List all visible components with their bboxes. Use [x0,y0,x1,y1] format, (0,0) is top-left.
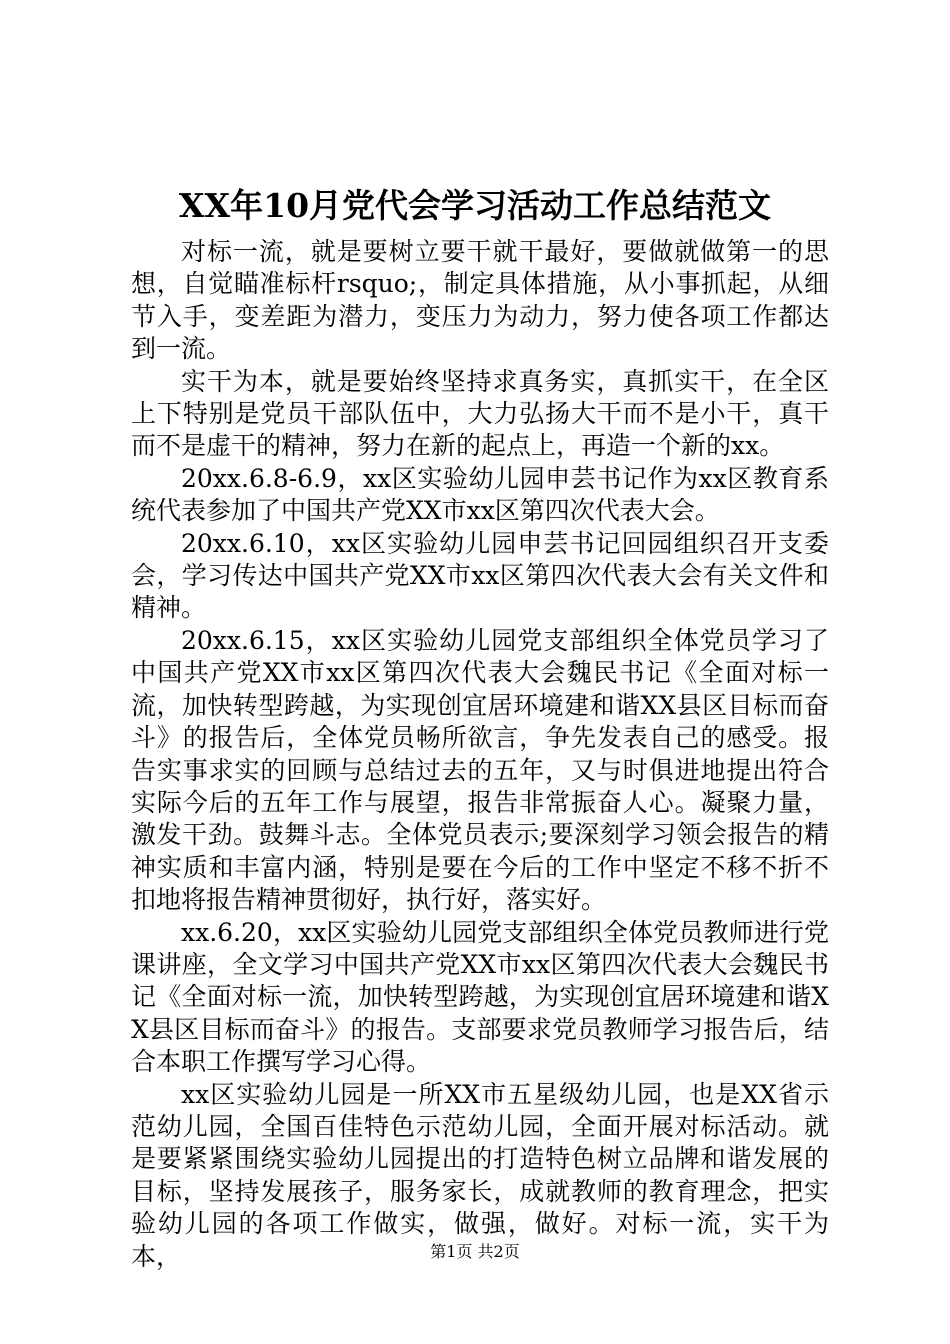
paragraph: xx.6.20，xx区实验幼儿园党支部组织全体党员教师进行党课讲座，全文学习中国共产党XX市xx区第四次代表大会魏民书记《全面对标一流，加快转型跨越，为实现创宜居环境建和谐XX县区目标而奋斗》的报告。支部要求党员教师学习报告后，结合本职工作撰写学习心得。 [131,917,829,1077]
paragraph: xx区实验幼儿园是一所XX市五星级幼儿园，也是XX省示范幼儿园，全国百佳特色示范幼儿园，全面开展对标活动。就是要紧紧围绕实验幼儿园提出的打造特色树立品牌和谐发展的目标，坚持发展孩子，服务家长，成就教师的教育理念，把实验幼儿园的各项工作做实，做强，做好。对标一流，实干为本， [131,1079,829,1271]
paragraph: 20xx.6.15，xx区实验幼儿园党支部组织全体党员学习了中国共产党XX市xx区第四次代表大会魏民书记《全面对标一流，加快转型跨越，为实现创宜居环境建和谐XX县区目标而奋斗》的报告后，全体党员畅所欲言，争先发表自己的感受。报告实事求实的回顾与总结过去的五年，又与时俱进地提出符合实际今后的五年工作与展望，报告非常振奋人心。凝聚力量，激发干劲。鼓舞斗志。全体党员表示;要深刻学习领会报告的精神实质和丰富内涵，特别是要在今后的工作中坚定不移不折不扣地将报告精神贯彻好，执行好，落实好。 [131,625,829,915]
paragraph: 实干为本，就是要始终坚持求真务实，真抓实干，在全区上下特别是党员干部队伍中，大力弘扬大干而不是小干，真干而不是虚干的精神，努力在新的起点上，再造一个新的xx。 [131,366,829,461]
page-footer: 第1页 共2页 [430,1242,520,1261]
paragraph: 20xx.6.10，xx区实验幼儿园申芸书记回园组织召开支委会，学习传达中国共产党XX市xx区第四次代表大会有关文件和精神。 [131,528,829,623]
document-title: XX年10月党代会学习活动工作总结范文 [178,186,772,225]
document-body [131,236,829,1273]
paragraph: 对标一流，就是要树立要干就干最好，要做就做第一的思想，自觉瞄准标杆rsquo;，制定具体措施，从小事抓起，从细节入手，变差距为潜力，变压力为动力，努力使各项工作都达到一流。 [131,237,829,364]
paragraph: 20xx.6.8-6.9，xx区实验幼儿园申芸书记作为xx区教育系统代表参加了中国共产党XX市xx区第四次代表大会。 [131,463,829,526]
